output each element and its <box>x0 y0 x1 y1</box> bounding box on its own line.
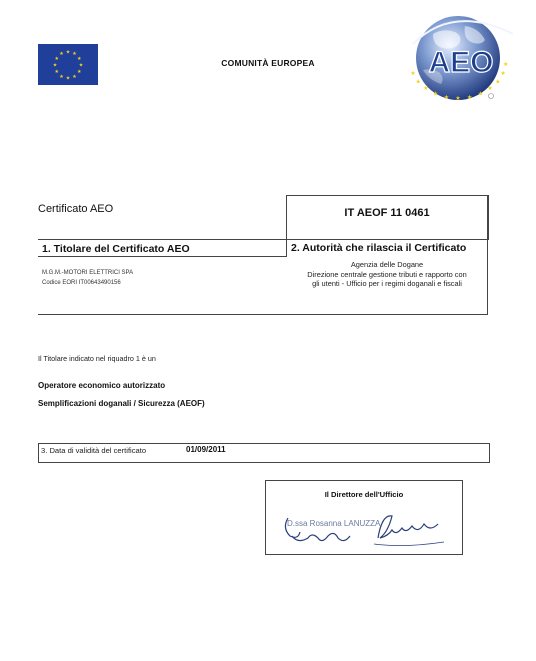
section-bottom-rule <box>38 314 488 315</box>
titolare-statement: Il Titolare indicato nel riquadro 1 è un <box>38 354 156 363</box>
holder-name: M.G.M.-MOTORI ELETTRICI SPA <box>42 270 134 276</box>
flag-star-icon: ★ <box>59 73 64 80</box>
certificate-number: IT AEOF 11 0461 <box>344 207 430 219</box>
logo-star-icon: ★ <box>500 71 506 77</box>
aeo-logo-text: AEO <box>428 46 494 79</box>
signature-title: Il Direttore dell'Ufficio <box>324 490 404 499</box>
authority-line3: gli utenti - Ufficio per i regimi doganali e fiscali <box>312 279 462 288</box>
section2-title: 2. Autorità che rilascia il Certificato <box>291 242 467 254</box>
logo-star-icon: ★ <box>477 91 484 98</box>
section1-title: 1. Titolare del Certificato AEO <box>42 243 190 255</box>
flag-star-icon: ★ <box>52 62 58 69</box>
flag-star-icon: ★ <box>65 75 71 82</box>
flag-star-icon: ★ <box>54 56 59 62</box>
logo-star-icon: ★ <box>466 94 473 101</box>
community-title: COMUNITÀ EUROPEA <box>221 58 315 68</box>
certificate-label: Certificato AEO <box>38 203 114 215</box>
operator-type: Operatore economico autorizzato <box>38 381 166 390</box>
logo-star-icon: ★ <box>423 86 429 93</box>
logo-star-icon: ★ <box>410 71 416 77</box>
logo-star-icon: ★ <box>432 91 439 98</box>
authority-line2: Direzione centrale gestione tributi e rapporto con <box>307 269 467 279</box>
section-top-rule <box>38 239 488 240</box>
logo-star-icon: ★ <box>455 96 461 102</box>
section-right-rule <box>487 195 488 315</box>
flag-star-icon: ★ <box>59 51 64 58</box>
logo-star-icon: ★ <box>415 79 421 86</box>
logo-star-icon: ★ <box>487 86 493 93</box>
aeo-logo-icon <box>383 14 523 110</box>
signatory-name: D.ssa Rosanna LANUZZA <box>287 519 381 528</box>
flag-star-icon: ★ <box>77 69 82 75</box>
section1-title-rule <box>38 256 286 257</box>
flag-star-icon: ★ <box>65 49 71 56</box>
eori-code: Codice EORI IT00643490156 <box>42 280 121 286</box>
handwritten-signature <box>278 504 458 552</box>
flag-star-icon: ★ <box>54 69 59 75</box>
section-divider <box>286 239 287 257</box>
simplification-type: Semplificazioni doganali / Sicurezza (AEOF) <box>38 399 205 408</box>
flag-star-icon: ★ <box>72 51 77 58</box>
logo-star-icon: ★ <box>503 61 509 68</box>
flag-star-icon: ★ <box>72 73 77 80</box>
logo-star-icon: ★ <box>495 79 501 86</box>
issuing-authority <box>287 260 487 289</box>
authority-line1: Agenzia delle Dogane <box>350 260 424 269</box>
flag-star-icon: ★ <box>77 56 82 62</box>
validity-date: 01/09/2011 <box>186 445 226 454</box>
logo-star-icon: ★ <box>443 94 450 101</box>
flag-star-icon: ★ <box>78 62 84 69</box>
validity-label: 3. Data di validità del certificato <box>41 446 147 455</box>
